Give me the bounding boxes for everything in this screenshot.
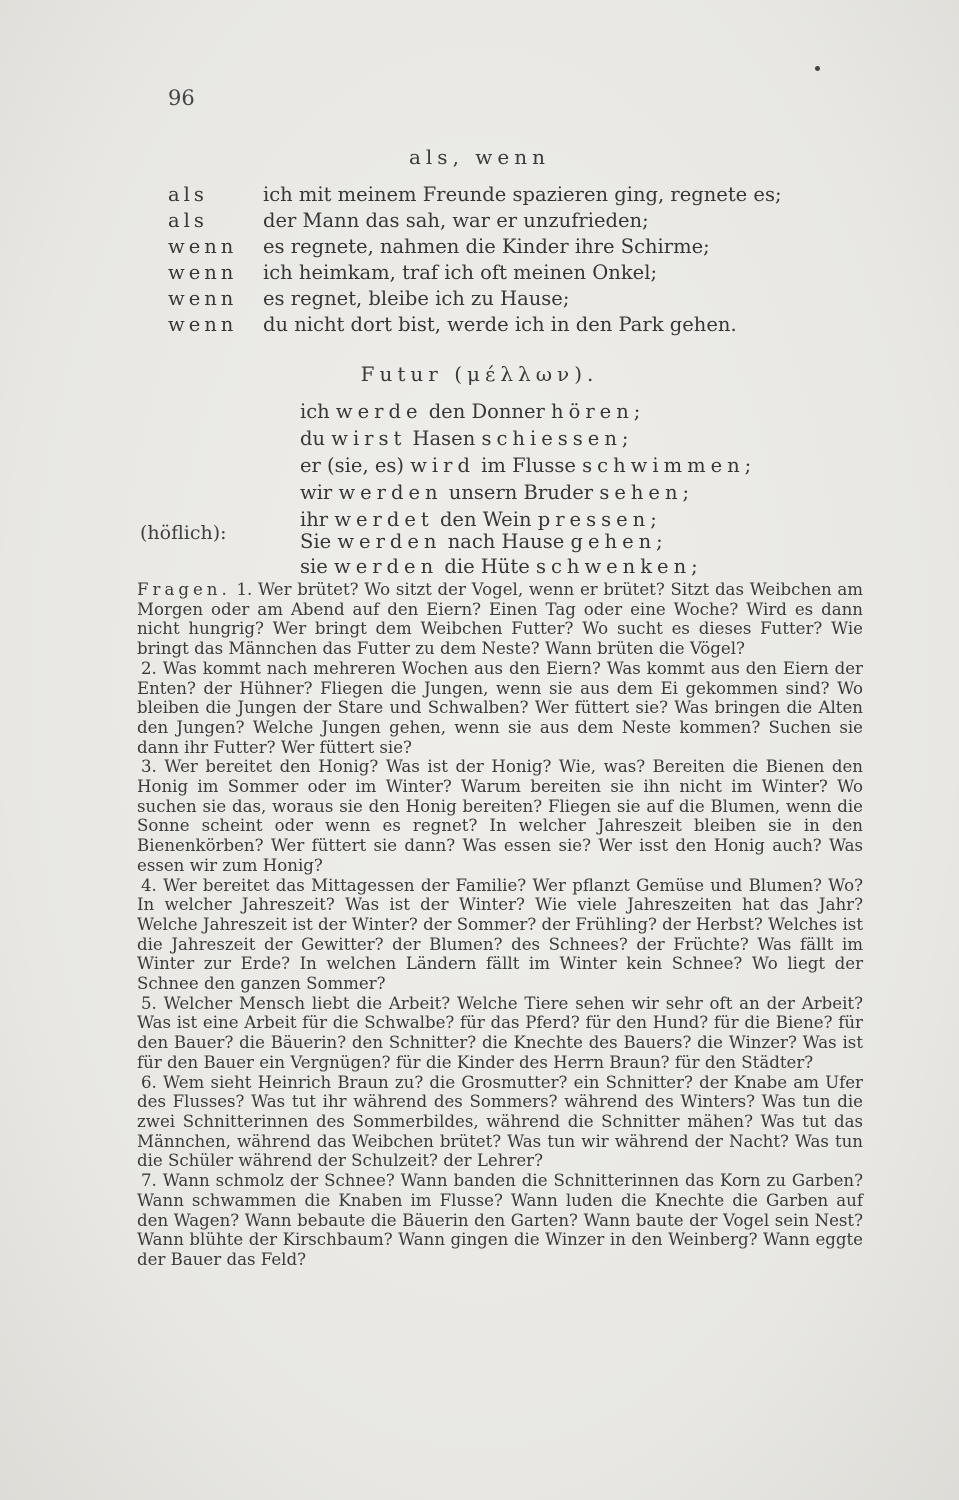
example-line: [168, 261, 657, 284]
futur-object: im Flusse: [481, 454, 576, 477]
futur-line: [300, 400, 645, 423]
question-paragraph: 5. Welcher Mensch liebt die Arbeit? Welche Tiere sehen wir sehr oft an der Arbeit? Was ist eine Arbeit für die Schwalbe? für das Pferd? für den Hund? für die Biene? für den Bauer? die Bäuerin? den Schnitter? die Knechte des Bauers? die Winzer? Was ist für den Bauer ein Vergnügen? für die Kinder des Herrn Braun? für den Städter?: [137, 993, 863, 1072]
futur-object: nach Hause: [447, 530, 565, 553]
example-keyword: wenn: [168, 235, 238, 258]
futur-line: [300, 530, 668, 553]
example-line: [168, 287, 569, 310]
example-line: [168, 313, 737, 336]
futur-auxiliary: werden: [337, 530, 442, 553]
question-text: 1. Wer brütet? Wo sitzt der Vogel, wenn er brütet? Sitzt das Weibchen am Morgen oder am Abend auf den Eiern? Einen Tag oder eine Woche? Wird es dann nicht hungrig? Wer bringt dem Weibchen Futter? Wo sucht es dieses Futter? Wie bringt das Männchen das Futter zu dem Neste? Wann brüten die Vögel?: [137, 580, 863, 659]
question-paragraph: 3. Wer bereitet den Honig? Was ist der Honig? Wie, was? Bereiten die Bienen den Honig im Sommer oder im Winter? Warum bereiten sie ihn nicht im Winter? Wo suchen sie das, woraus sie den Honig bereiten? Fliegen sie auf die Blumen, wenn die Sonne scheint oder wenn es regnet? In welcher Jahreszeit bleiben sie in den Bienenkörben? Wer füttert sie dann? Was essen sie? Wer isst den Honig auch? Was essen wir zum Honig?: [137, 757, 863, 875]
futur-object: den Wein: [439, 508, 532, 531]
futur-verb: schiessen;: [481, 427, 634, 450]
example-keyword: wenn: [168, 313, 238, 336]
question-paragraph: 6. Wem sieht Heinrich Braun zu? die Grosmutter? ein Schnitter? der Knabe am Ufer des Flusses? Was tut ihr während des Sommers? während des Winters? Was tun die zwei Schnitterinnen des Sommerbildes, während die Schnitter mähen? Was tut das Männchen, während das Weibchen brütet? Was tun wir während der Nacht? Was tun die Schüler während der Schulzeit? der Lehrer?: [137, 1072, 863, 1171]
example-text: der Mann das sah, war er unzufrieden;: [263, 209, 649, 232]
example-text: du nicht dort bist, werde ich in den Park gehen.: [263, 313, 737, 336]
page-number: 96: [168, 86, 195, 110]
futur-object: Hasen: [412, 427, 476, 450]
ink-speck: [815, 66, 820, 71]
futur-auxiliary: werden: [338, 481, 443, 504]
futur-verb: gehen;: [570, 530, 668, 553]
futur-pronoun: er (sie, es): [300, 454, 405, 477]
futur-line: [300, 427, 633, 450]
futur-auxiliary: wirst: [331, 427, 407, 450]
hoeflich-label: (höflich):: [140, 522, 227, 544]
futur-line: [300, 481, 694, 504]
futur-object: unsern Bruder: [448, 481, 594, 504]
example-text: ich mit meinem Freunde spazieren ging, regnete es;: [263, 183, 782, 206]
futur-pronoun: du: [300, 427, 326, 450]
futur-auxiliary: wird: [410, 454, 475, 477]
futur-line: [300, 508, 662, 531]
example-keyword: wenn: [168, 287, 238, 310]
example-line: [168, 209, 649, 232]
futur-verb: schwimmen;: [582, 454, 757, 477]
futur-line: [300, 555, 703, 578]
question-paragraph: 4. Wer bereitet das Mittagessen der Familie? Wer pflanzt Gemüse und Blumen? Wo? In welcher Jahreszeit? Was ist der Winter? Wie viele Jahreszeiten hat das Jahr? Welche Jahreszeit ist der Winter? der Sommer? der Frühling? der Herbst? Welches ist die Jahreszeit der Gewitter? der Blumen? des Schnees? der Früchte? Was fällt im Winter zur Erde? In welchen Ländern fällt im Winter kein Schnee? Wo liegt der Schnee den ganzen Sommer?: [137, 875, 863, 994]
futur-object: den Donner: [428, 400, 545, 423]
futur-auxiliary: werdet: [334, 508, 434, 531]
futur-pronoun: wir: [300, 481, 333, 504]
futur-pronoun: Sie: [300, 530, 332, 553]
futur-verb: hören;: [551, 400, 646, 423]
question-paragraph: [137, 580, 863, 659]
futur-verb: schwenken;: [535, 555, 703, 578]
example-text: es regnet, bleibe ich zu Hause;: [263, 287, 570, 310]
example-keyword: wenn: [168, 261, 238, 284]
question-block: [137, 580, 863, 1270]
futur-line: [300, 454, 756, 477]
example-text: es regnete, nahmen die Kinder ihre Schirme;: [263, 235, 710, 258]
question-paragraph: 7. Wann schmolz der Schnee? Wann banden die Schnitterinnen das Korn zu Garben? Wann schwammen die Knaben im Flusse? Wann luden die Knechte die Garben auf den Wagen? Wann bebaute die Bäuerin den Garten? Wann baute der Vogel sein Nest? Wann blühte der Kirschbaum? Wann gingen die Winzer in den Weinberg? Wann eggte der Bauer das Feld?: [137, 1171, 863, 1269]
example-text: ich heimkam, traf ich oft meinen Onkel;: [263, 261, 658, 284]
section-heading: als, wenn: [408, 145, 550, 169]
fragen-label: Fragen.: [137, 580, 231, 599]
question-paragraph: 2. Was kommt nach mehreren Wochen aus den Eiern? Was kommt aus den Eiern der Enten? der Hühner? Fliegen die Jungen, wenn sie aus dem Ei gekommen sind? Wo bleiben die Jungen der Stare und Schwalben? Wer füttert sie? Was bringen die Alten den Jungen? Welche Jungen gehen, wenn sie aus dem Neste kommen? Suchen sie dann ihr Futter? Wer füttert sie?: [137, 658, 863, 757]
futur-pronoun: sie: [300, 555, 328, 578]
futur-heading: Futur (μέλλων).: [360, 362, 599, 386]
futur-pronoun: ihr: [300, 508, 329, 531]
futur-auxiliary: werde: [335, 400, 423, 423]
example-line: [168, 235, 710, 258]
futur-auxiliary: werden: [334, 555, 439, 578]
futur-pronoun: ich: [300, 400, 330, 423]
example-line: [168, 183, 782, 206]
example-keyword: als: [168, 183, 208, 206]
futur-verb: sehen;: [599, 481, 695, 504]
futur-verb: pressen;: [537, 508, 662, 531]
example-keyword: als: [168, 209, 208, 232]
futur-object: die Hüte: [444, 555, 530, 578]
